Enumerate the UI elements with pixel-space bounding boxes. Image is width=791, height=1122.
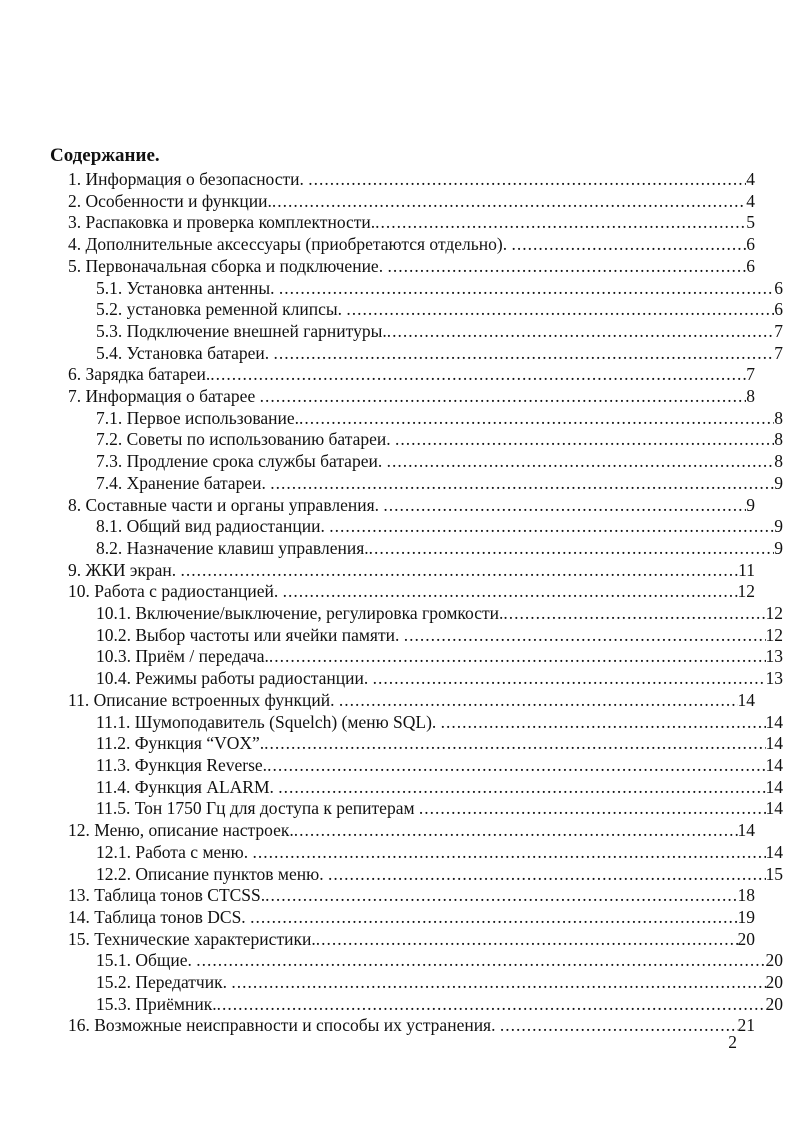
toc-entry-label: 10.4. Режимы работы радиостанции. [96,668,373,689]
toc-entry-label: 8. Составные части и органы управления. [68,494,384,515]
toc-entry-label: 13. Таблица тонов CTCSS. [68,885,266,906]
toc-entry-label: 11.4. Функция ALARM. [96,776,279,797]
toc-leader-dots [369,538,775,560]
toc-entry-page: 8 [774,451,783,472]
toc-entry-label: 9. ЖКИ экран. [68,559,181,580]
toc-entry [50,907,755,929]
toc-leader-dots [250,907,737,929]
toc-leader-dots [294,820,738,842]
toc-entry-label: 5.3. Подключение внешней гарнитуры. [96,320,387,341]
toc-entry [50,733,783,755]
toc-entry-label: 5.4. Установка батареи. [96,342,274,363]
toc-entry-page: 7 [774,342,783,363]
toc-entry-page: 6 [774,277,783,298]
toc-entry [50,994,783,1016]
toc-entry-label: 7. Информация о батарее [68,386,260,407]
toc-leader-dots [272,191,746,213]
toc-entry [50,538,783,560]
toc-leader-dots [260,386,747,408]
toc-entry-label: 7.2. Советы по использованию батареи. [96,429,395,450]
toc-entry-page: 20 [765,972,783,993]
toc-entry [50,473,783,495]
toc-content [50,145,783,1037]
toc-entry [50,646,783,668]
toc-entry-page: 12 [765,624,783,645]
toc-leader-dots [387,256,746,278]
toc-entry [50,234,755,256]
toc-entry-page: 14 [765,711,783,732]
toc-entry-label: 1. Информация о безопасности. [68,169,309,189]
toc-entry [50,191,755,213]
toc-leader-dots [267,755,765,777]
toc-entry-label: 11.1. Шумоподавитель (Squelch) (меню SQL). [96,711,441,732]
toc-entry [50,929,755,951]
toc-leader-dots [373,668,766,690]
toc-leader-dots [328,864,766,886]
toc-entry-label: 11.2. Функция “VOX”. [96,733,265,754]
toc-entry-page: 9 [774,537,783,558]
toc-entry-page: 7 [774,320,783,341]
toc-entry [50,777,783,799]
toc-leader-dots [339,690,738,712]
toc-leader-dots [329,516,774,538]
toc-entry-label: 14. Таблица тонов DCS. [68,906,251,927]
toc-leader-dots [252,842,765,864]
toc-entry-page: 20 [765,950,783,971]
toc-entry-label: 7.3. Продление срока службы батареи. [96,451,387,472]
toc-entry [50,1015,755,1037]
toc-entry [50,343,783,365]
toc-entry [50,668,783,690]
toc-leader-dots [346,299,774,321]
toc-entry-label: 10.1. Включение/выключение, регулировка громкости. [96,603,504,624]
toc-entry [50,625,783,647]
toc-entry [50,321,783,343]
toc-entry-page: 15 [765,863,783,884]
toc-entry [50,386,755,408]
toc-entry [50,820,755,842]
toc-entry-label: 15. Технические характеристики. [68,928,316,949]
toc-entry-page: 12 [737,581,755,602]
toc-leader-dots [231,972,765,994]
toc-entry [50,212,755,234]
toc-leader-dots [511,234,746,256]
toc-leader-dots [383,495,746,517]
toc-entry [50,408,783,430]
toc-entry-page: 14 [765,798,783,819]
toc-entry-label: 5. Первоначальная сборка и подключение. [68,255,388,276]
toc-entry-page: 14 [765,776,783,797]
toc-entry-label: 8.2. Назначение клавиш управления. [96,537,369,558]
toc-leader-dots [279,278,774,300]
toc-entry [50,256,755,278]
toc-entry-page: 6 [746,234,755,255]
toc-entry-page: 14 [765,841,783,862]
toc-entry [50,560,755,582]
toc-entry [50,516,783,538]
toc-entry-label: 15.2. Передатчик. [96,972,232,993]
toc-leader-dots [308,169,746,191]
toc-entry-page: 20 [765,993,783,1014]
toc-entry-page: 7 [746,364,755,385]
toc-entry [50,712,783,734]
toc-entry-label: 5.1. Установка антенны. [96,277,279,298]
toc-entry-page: 19 [737,906,755,927]
toc-leader-dots [503,603,765,625]
toc-entry-page: 6 [774,299,783,320]
toc-entry-label: 12.2. Описание пунктов меню. [96,863,328,884]
toc-leader-dots [500,1015,738,1037]
toc-title: Содержание. [50,145,160,166]
toc-entry-page: 14 [765,733,783,754]
toc-entry-page: 4 [746,169,755,189]
toc-entry-label: 4. Дополнительные аксессуары (приобретаются отдельно). [68,234,512,255]
toc-entry-label: 10.3. Приём / передача. [96,646,269,667]
toc-entry-label: 5.2. установка ременной клипсы. [96,299,347,320]
toc-entry-label: 11.3. Функция Reverse. [96,754,268,775]
toc-entry-page: 6 [746,255,755,276]
toc-entry-label: 7.4. Хранение батареи. [96,472,271,493]
toc-entry [50,798,783,820]
toc-leader-dots [283,581,738,603]
toc-entry-page: 21 [737,1015,755,1036]
toc-entry [50,603,783,625]
toc-leader-dots [196,950,765,972]
toc-leader-dots [395,429,774,451]
toc-entry-page: 20 [737,928,755,949]
toc-leader-dots [264,733,765,755]
toc-entry [50,864,783,886]
toc-leader-dots [270,473,774,495]
toc-entry-label: 12.1. Работа с меню. [96,841,253,862]
toc-leader-dots [269,646,766,668]
toc-entry [50,169,755,191]
toc-entry-page: 11 [738,559,755,580]
toc-leader-dots [210,364,746,386]
toc-entry-page: 9 [746,494,755,515]
toc-entry [50,451,783,473]
toc-entry-label: 7.1. Первое использование. [96,407,299,428]
toc-entry-page: 14 [737,689,755,710]
toc-leader-dots [387,321,775,343]
toc-leader-dots [316,929,738,951]
toc-leader-dots [265,885,737,907]
toc-leader-dots [181,560,739,582]
toc-entry-label: 15.3. Приёмник. [96,993,217,1014]
toc-entry-page: 14 [765,754,783,775]
toc-leader-dots [387,451,775,473]
toc-entry [50,885,755,907]
toc-leader-dots [419,798,766,820]
toc-entry-page: 8 [774,407,783,428]
toc-leader-dots [404,625,766,647]
toc-entry-label: 8.1. Общий вид радиостанции. [96,516,330,537]
toc-entry-label: 10.2. Выбор частоты или ячейки памяти. [96,624,404,645]
toc-entry [50,972,783,994]
toc-entry-label: 11. Описание встроенных функций. [68,689,339,710]
toc-entry [50,299,783,321]
toc-list [50,169,783,1037]
toc-entry-page: 4 [746,190,755,211]
toc-entry-label: 10. Работа с радиостанцией. [68,581,283,602]
toc-entry-page: 9 [774,516,783,537]
toc-entry-label: 6. Зарядка батареи. [68,364,211,385]
toc-entry [50,495,755,517]
toc-leader-dots [375,212,746,234]
toc-entry-label: 12. Меню, описание настроек. [68,820,294,841]
toc-entry [50,278,783,300]
toc-entry-page: 9 [774,472,783,493]
toc-leader-dots [217,994,766,1016]
toc-leader-dots [274,343,775,365]
toc-entry [50,690,755,712]
toc-entry-page: 14 [737,820,755,841]
toc-entry [50,364,755,386]
toc-entry [50,429,783,451]
toc-entry [50,581,755,603]
toc-leader-dots [441,712,766,734]
toc-entry-label: 16. Возможные неисправности и способы их устранения. [68,1015,500,1036]
toc-entry-label: 15.1. Общие. [96,950,197,971]
toc-entry-page: 13 [765,668,783,689]
toc-entry-page: 12 [765,603,783,624]
toc-entry-label: 2. Особенности и функции. [68,190,272,211]
toc-entry [50,755,783,777]
toc-entry-page: 13 [765,646,783,667]
toc-entry-label: 11.5. Тон 1750 Гц для доступа к репитерам [96,798,419,819]
toc-entry [50,842,783,864]
toc-entry-page: 18 [737,885,755,906]
toc-entry-label: 3. Распаковка и проверка комплектности. [68,212,376,233]
toc-entry [50,950,783,972]
toc-entry-page: 8 [746,386,755,407]
toc-leader-dots [299,408,774,430]
toc-entry-page: 5 [746,212,755,233]
toc-leader-dots [278,777,765,799]
toc-entry-page: 8 [774,429,783,450]
footer-page-number: 2 [728,1032,737,1052]
